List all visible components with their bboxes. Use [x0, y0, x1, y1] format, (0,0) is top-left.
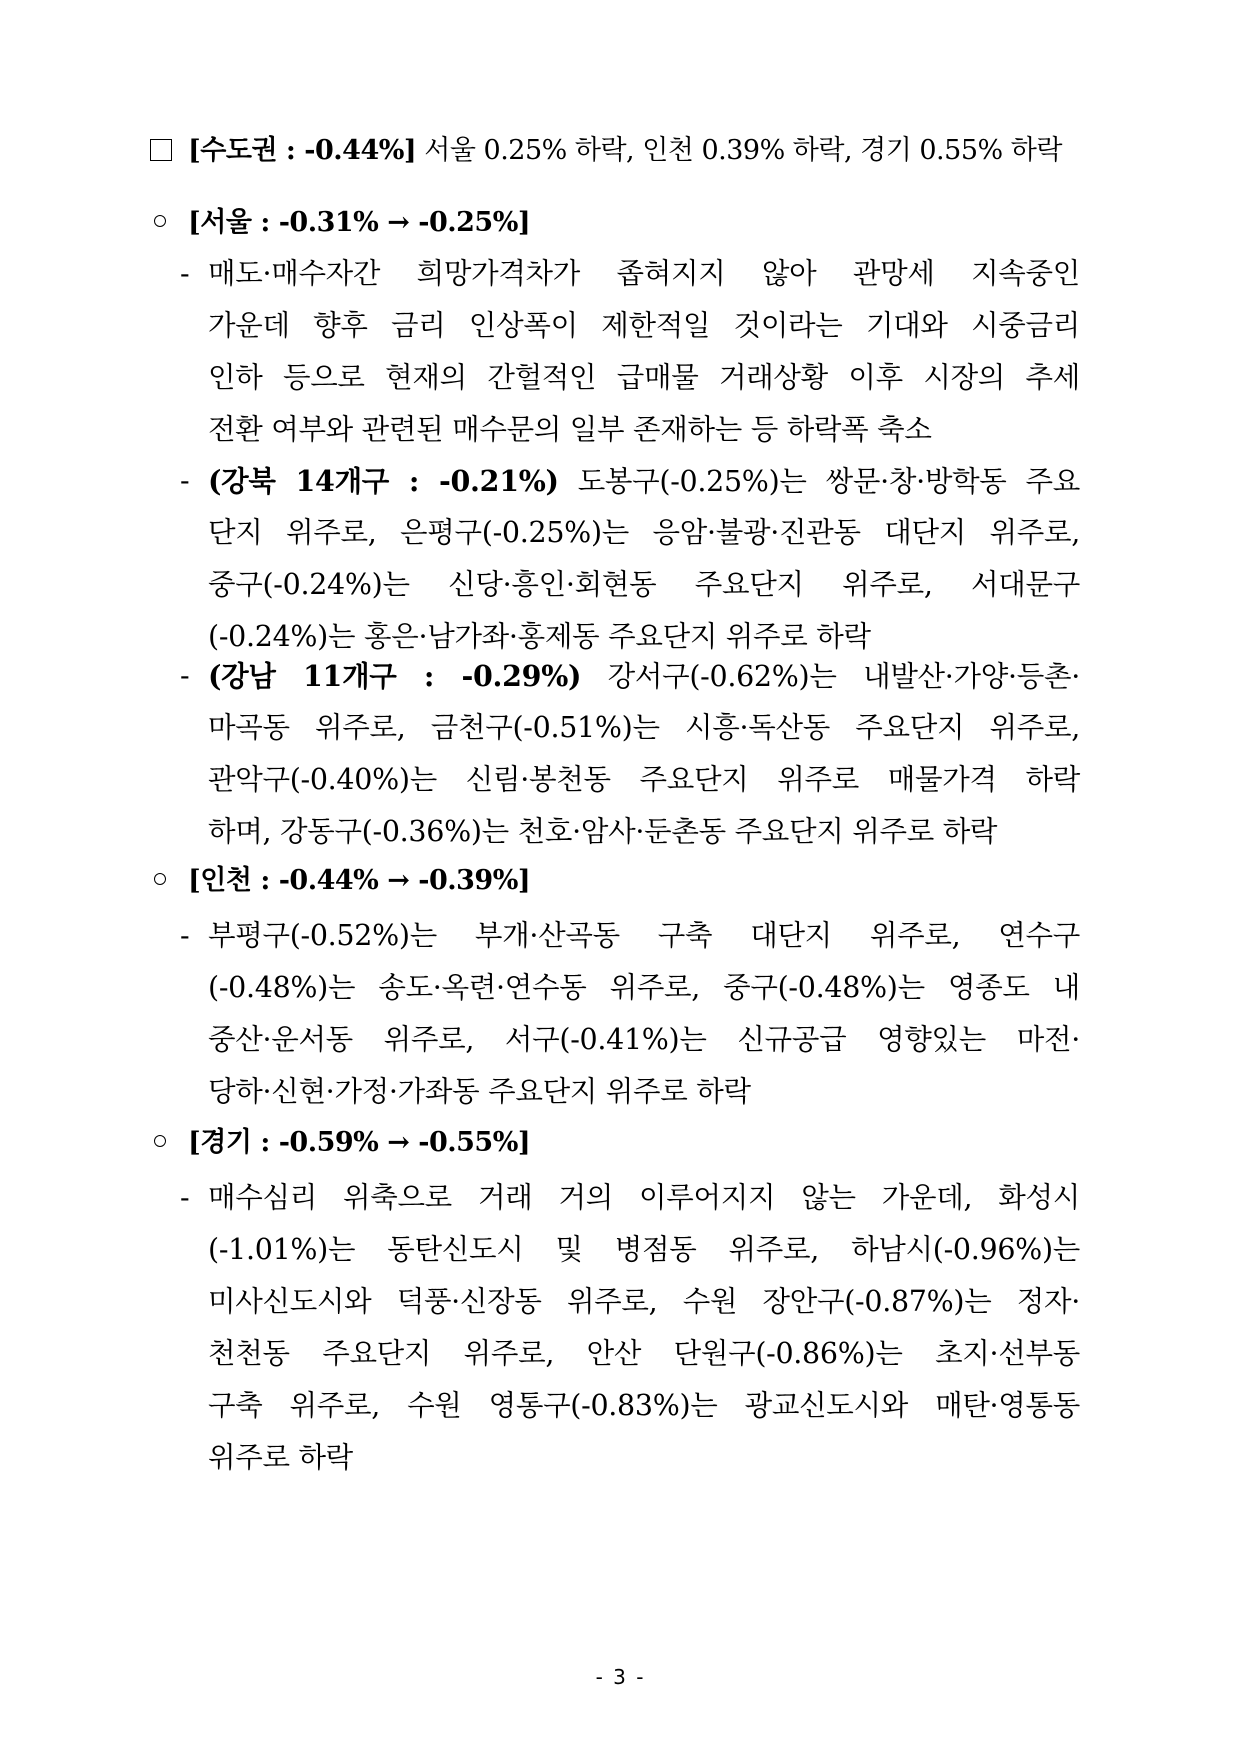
text-line: 중산·운서동 위주로, 서구(-0.41%)는 신규공급 영향있는 마전· [208, 1023, 1080, 1056]
seoul-item-gangnam [180, 650, 1080, 858]
seoul-heading-text: [서울 : -0.31% → -0.25%] [188, 207, 531, 238]
seoul-item-1 [180, 248, 1080, 456]
text-line [208, 455, 1080, 507]
text-line: 매도·매수자간 희망가격차가 좁혀지지 않아 관망세 지속중인 [208, 257, 1080, 290]
text-line: 전환 여부와 관련된 매수문의 일부 존재하는 등 하락폭 축소 [208, 413, 932, 446]
dash-bullet: - [180, 659, 190, 692]
text-line: 하며, 강동구(-0.36%)는 천호·암사·둔촌동 주요단지 위주로 하락 [208, 815, 998, 848]
circle-bullet-icon [154, 873, 166, 885]
dash-bullet: - [180, 464, 190, 497]
incheon-item [180, 910, 1080, 1118]
summary-text: 서울 0.25% 하락, 인천 0.39% 하락, 경기 0.55% 하락 [416, 135, 1062, 166]
checkbox-square-icon [150, 139, 172, 161]
text-line: 인하 등으로 현재의 간헐적인 급매물 거래상황 이후 시장의 추세 [208, 361, 1080, 394]
text-line [208, 650, 1080, 702]
text-line: 가운데 향후 금리 인상폭이 제한적일 것이라는 기대와 시중금리 [208, 309, 1080, 342]
text-line: 매수심리 위축으로 거래 거의 이루어지지 않는 가운데, 화성시 [208, 1181, 1080, 1214]
text-line: 마곡동 위주로, 금천구(-0.51%)는 시흥·독산동 주요단지 위주로, [208, 711, 1080, 744]
text-line: 천천동 주요단지 위주로, 안산 단원구(-0.86%)는 초지·선부동 [208, 1337, 1080, 1370]
text-line: 단지 위주로, 은평구(-0.25%)는 응암·불광·진관동 대단지 위주로, [208, 516, 1080, 549]
incheon-heading-text: [인천 : -0.44% → -0.39%] [188, 865, 531, 896]
text-line: (-0.24%)는 홍은·남가좌·홍제동 주요단지 위주로 하락 [208, 620, 871, 653]
text-line: 중구(-0.24%)는 신당·흥인·회현동 주요단지 위주로, 서대문구 [208, 568, 1080, 601]
text-line: 당하·신현·가정·가좌동 주요단지 위주로 하락 [208, 1075, 751, 1108]
circle-bullet-icon [154, 1135, 166, 1147]
text-line: 미사신도시와 덕풍·신장동 위주로, 수원 장안구(-0.87%)는 정자· [208, 1285, 1080, 1318]
text-line: 부평구(-0.52%)는 부개·산곡동 구축 대단지 위주로, 연수구 [208, 919, 1080, 952]
text-line: 관악구(-0.40%)는 신림·봉천동 주요단지 위주로 매물가격 하락 [208, 763, 1080, 796]
district-group-label: (강남 11개구 : -0.29%) [208, 659, 582, 693]
text-fragment: 강서구(-0.62%)는 내발산·가양·등촌· [581, 660, 1080, 693]
summary-bold: [수도권 : -0.44%] [188, 135, 417, 166]
dash-bullet: - [180, 1181, 190, 1214]
text-line: 구축 위주로, 수원 영통구(-0.83%)는 광교신도시와 매탄·영통동 [208, 1389, 1080, 1422]
incheon-heading [150, 858, 530, 897]
text-fragment: 도봉구(-0.25%)는 쌍문·창·방학동 주요 [558, 465, 1081, 498]
circle-bullet-icon [154, 215, 166, 227]
summary-heading [150, 128, 1062, 167]
dash-bullet: - [180, 257, 190, 290]
gyeonggi-heading [150, 1120, 530, 1159]
dash-bullet: - [180, 919, 190, 952]
text-line: (-1.01%)는 동탄신도시 및 병점동 위주로, 하남시(-0.96%)는 [208, 1233, 1080, 1266]
page-number: - 3 - [595, 1665, 646, 1689]
seoul-heading [150, 200, 530, 239]
text-line: (-0.48%)는 송도·옥련·연수동 위주로, 중구(-0.48%)는 영종도 내 [208, 971, 1080, 1004]
gyeonggi-item [180, 1172, 1080, 1484]
seoul-item-gangbuk [180, 455, 1080, 663]
text-line: 위주로 하락 [208, 1441, 353, 1474]
district-group-label: (강북 14개구 : -0.21%) [208, 464, 559, 498]
gyeonggi-heading-text: [경기 : -0.59% → -0.55%] [188, 1127, 531, 1158]
